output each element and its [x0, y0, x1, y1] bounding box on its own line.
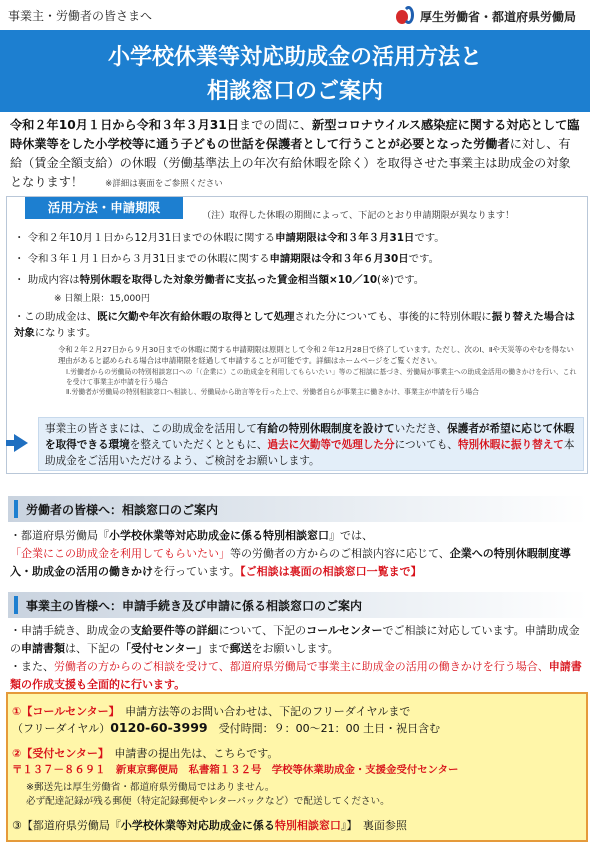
call-center-phone-line: （フリーダイヤル）0120-60-3999 受付時間：９：00〜21：00 土日・祝日含む	[12, 720, 441, 735]
top-bar	[0, 0, 590, 30]
consultation-window-line: ③【都道府県労働局『小学校休業等対応助成金に係る特別相談窓口』】 裏面参照	[12, 819, 407, 832]
ministry-brand	[396, 6, 576, 26]
worker-section-body: ・都道府県労働局『小学校休業等対応助成金に係る特別相談窓口』では、「企業にこの助成金を利用してもらいたい」等の労働者の方からのご相談内容に応じて、企業への特別休暇制度導入・助成金の活用の働きかけを行っています。【ご相談は裏面の相談窓口一覧まで】	[10, 529, 571, 578]
intro-target: 新型コロナウイルス感染症に関する対応として臨時休業等をした小学校等に通う子どもの世話を保護者として行うことが必要となった労働者	[10, 118, 580, 151]
usage-tab: 活用方法・申請期限	[25, 197, 183, 219]
audience-label: 事業主・労働者の皆さまへ	[8, 9, 153, 23]
reception-address: 〒１３７－８６９１ 新東京郵便局 私書箱１３２号 学校等休業助成金・支援金受付センター	[12, 764, 459, 776]
fine-print-2: Ⅰ.労働者からの労働局の特別相談窓口への「（企業に）この助成金を利用してもらいたい」等のご相談に基づき、労働局が事業主への助成金活用の働きかけを行い、これを受けて事業主が申請を行う場合	[66, 368, 577, 386]
reception-center-line: ②【受付センター】 申請書の提出先は、こちらです。	[12, 747, 279, 760]
deadline-note: （注）取得した休暇の期間によって、下記のとおり申請期限が異なります！	[202, 210, 515, 221]
intro-detail-note: ※詳細は裏面をご参照ください	[105, 179, 223, 189]
intro-paragraph	[10, 116, 582, 194]
page-title-line1: 小学校休業等対応助成金の活用方法と	[107, 45, 482, 70]
fine-print-1: 令和２年２月27日から９月30日までの休暇に関する申請期限は原則として令和２年12月28日で終了しています。ただし、次のⅠ、Ⅱや天災等のやむを得ない理由があると認められる場合は申請期限を経過して申請することが可能です。詳細はホームページをご覧ください。	[58, 345, 574, 365]
worker-section-title: 労働者の皆様へ：相談窓口のご案内	[26, 503, 219, 517]
call-center-line: ①【コールセンター】 申請方法等のお問い合わせは、下記のフリーダイヤルまで	[12, 705, 411, 718]
employer-section-title: 事業主の皆様へ：申請手続き及び申請に係る相談窓口のご案内	[26, 599, 363, 613]
ministry-name: 厚生労働省・都道府県労働局	[419, 9, 576, 24]
employer-callout: 事業主の皆さまには、この助成金を活用して有給の特別休暇制度を設けていただき、保護者が希望に応じて休暇を取得できる環境を整えていただくとともに、過去に欠勤等で処理した分についても、特別休暇に振り替えて本助成金をご活用いただけるよう、ご検討をお願いします。	[38, 417, 584, 471]
retroactive-item: ・この助成金は、既に欠勤や年次有給休暇の取得として処理された分についても、事後的に特別休暇に振り替えた場合は対象になります。	[14, 311, 575, 339]
call-center-phone[interactable]: 0120-60-3999	[110, 720, 208, 735]
deadline-item-1: ・ 令和２年10月１日から12月31日までの休暇に関する申請期限は令和３年３月31日です。	[14, 232, 445, 244]
deadline-item-2: ・ 令和３年１月１日から３月31日までの休暇に関する申請期限は令和３年６月30日です。	[14, 253, 440, 265]
mailing-note-2: 必ず配達記録が残る郵便（特定記録郵便やレターパックなど）で配送してください。	[26, 796, 390, 807]
page-title-line2: 相談窓口のご案内	[206, 79, 383, 104]
subsidy-content-item: ・ 助成内容は特別休暇を取得した対象労働者に支払った賃金相当額×10／10(※)です。	[14, 274, 425, 286]
daily-cap-note: ※ 日額上限：15,000円	[54, 294, 150, 304]
ministry-logo-icon	[396, 6, 416, 26]
intro-period: 令和２年10月１日から令和３年３月31日	[10, 118, 239, 132]
employer-section-body: ・申請手続き、助成金の支給要件等の詳細について、下記のコールセンターでご相談に対応しています。申請助成金の申請書類は、下記の「受付センター」まで郵送をお願いします。 ・また、労働者の方からのご相談を受けて、都道府県労働局で事業主に助成金の活用の働きかけを行う場合、申請書類の作成支援も全面的に行います。	[10, 624, 582, 691]
title-banner	[0, 30, 590, 112]
worker-section-header	[8, 496, 588, 522]
intro-text-a: までの間に、	[238, 118, 313, 132]
employer-section-header	[8, 592, 588, 618]
mailing-note-1: ※郵送先は厚生労働省・都道府県労働局ではありません。	[26, 782, 275, 793]
arrow-right-icon	[14, 434, 28, 452]
fine-print-3: Ⅱ.労働者が労働局の特別相談窓口へ相談し、労働局から助言等を行った上で、労働者自らが事業主に働きかけ、事業主が申請を行う場合	[66, 388, 479, 396]
intro-text-b: に対し、有給（賃金全額支給）の休暇（労働基準法上の年次有給休暇を除く）を取得させた事業主は助成金の対象となります！	[10, 137, 571, 189]
